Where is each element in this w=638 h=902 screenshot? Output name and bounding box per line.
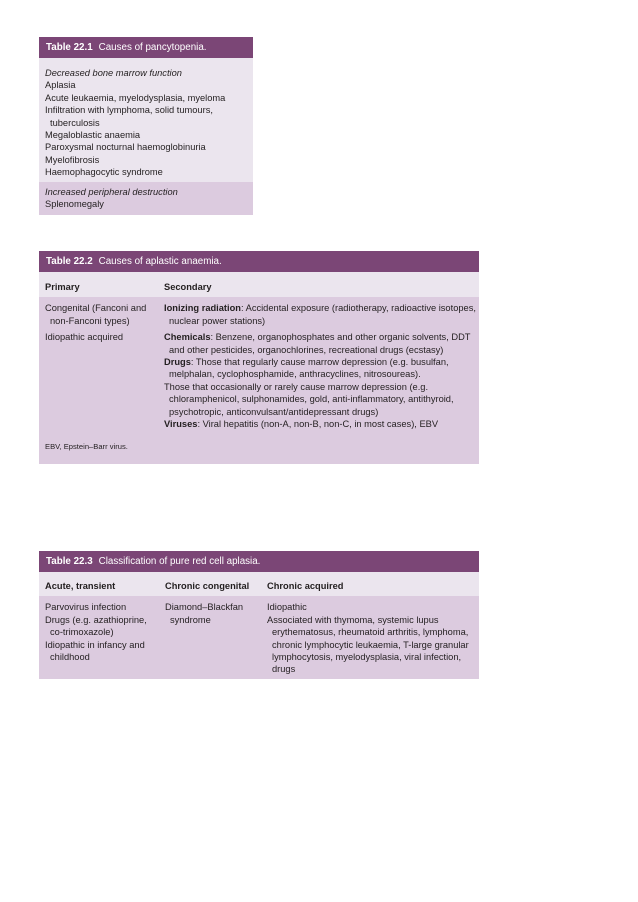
primary-cell bbox=[45, 302, 164, 327]
acquired-cell bbox=[267, 601, 469, 675]
list-item: Paroxysmal nocturnal haemoglobinuria bbox=[45, 142, 206, 153]
list-item: Acute leukaemia, myelodysplasia, myeloma bbox=[45, 92, 226, 103]
cell-line: co-trimoxazole) bbox=[50, 627, 114, 638]
cell-line: drugs bbox=[272, 664, 296, 675]
column-header-acquired: Chronic acquired bbox=[267, 581, 344, 591]
column-header-congenital: Chronic congenital bbox=[165, 581, 250, 591]
acute-cell bbox=[45, 601, 165, 675]
secondary-cell bbox=[164, 331, 470, 430]
column-header-secondary: Secondary bbox=[164, 282, 212, 292]
cell-line: melphalan, cyclophosphamide, anthracyclines, nitrosoureas). bbox=[169, 369, 421, 380]
term-viruses: Viruses bbox=[164, 419, 198, 430]
table-body bbox=[39, 297, 479, 463]
list-item: Haemophagocytic syndrome bbox=[45, 167, 163, 178]
cell-line: and other pesticides, organochlorines, recreational drugs (ecstasy) bbox=[169, 344, 444, 355]
section-peripheral bbox=[39, 182, 253, 216]
list-item: Myelofibrosis bbox=[45, 154, 100, 165]
table-label: Table 22.2 bbox=[46, 256, 93, 267]
table-22-1 bbox=[39, 37, 253, 215]
primary-cell bbox=[45, 331, 164, 430]
term-description: : Accidental exposure (radiotherapy, radioactive isotopes, bbox=[240, 303, 476, 314]
section-bone-marrow bbox=[39, 58, 253, 182]
cell-line: chronic lymphocytic leukaemia, T-large granular bbox=[272, 639, 469, 650]
table-row bbox=[39, 596, 479, 678]
cell-line: Diamond–Blackfan bbox=[165, 602, 244, 613]
cell-line: Drugs (e.g. azathioprine, bbox=[45, 614, 147, 625]
table-footnote: EBV, Epstein–Barr virus. bbox=[45, 442, 128, 452]
column-header-primary: Primary bbox=[45, 282, 80, 292]
cell-line: Congenital (Fanconi and bbox=[45, 303, 147, 314]
term-description: : Benzene, organophosphates and other organic solvents, DDT bbox=[210, 332, 471, 343]
table-row bbox=[45, 331, 473, 430]
table-label: Table 22.3 bbox=[46, 556, 93, 567]
column-header-acute: Acute, transient bbox=[45, 581, 116, 591]
list-item: tuberculosis bbox=[50, 117, 100, 128]
cell-line: Associated with thymoma, systemic lupus bbox=[267, 614, 439, 625]
congenital-cell bbox=[165, 601, 267, 675]
cell-line: erythematosus, rheumatoid arthritis, lymphoma, bbox=[272, 627, 469, 638]
cell-line: nuclear power stations) bbox=[169, 315, 266, 326]
table-22-2 bbox=[39, 251, 479, 464]
table-caption: Causes of aplastic anaemia. bbox=[98, 256, 222, 267]
table-caption: Classification of pure red cell aplasia. bbox=[98, 556, 261, 567]
table-caption: Causes of pancytopenia. bbox=[98, 42, 207, 53]
term-description: : Those that regularly cause marrow depression (e.g. busulfan, bbox=[190, 357, 449, 368]
cell-line: chloramphenicol, sulphonamides, gold, anti-inflammatory, antithyroid, bbox=[169, 394, 454, 405]
cell-line: Parvovirus infection bbox=[45, 602, 127, 613]
header-row bbox=[39, 572, 479, 596]
cell-line: Idiopathic acquired bbox=[45, 332, 124, 343]
section-heading: Decreased bone marrow function bbox=[45, 68, 182, 78]
table-label: Table 22.1 bbox=[46, 42, 93, 53]
list-item: Megaloblastic anaemia bbox=[45, 130, 141, 141]
cell-line: syndrome bbox=[170, 614, 211, 625]
header-row bbox=[39, 272, 479, 297]
section-heading: Increased peripheral destruction bbox=[45, 186, 178, 197]
cell-line: non-Fanconi types) bbox=[50, 315, 130, 326]
table-title-bar bbox=[39, 37, 253, 58]
list-item: Splenomegaly bbox=[45, 199, 104, 210]
secondary-cell bbox=[164, 302, 476, 327]
list-item: Aplasia bbox=[45, 80, 76, 91]
term-description: : Viral hepatitis (non-A, non-B, non-C, in most cases), EBV bbox=[197, 419, 439, 430]
cell-line: Those that occasionally or rarely cause marrow depression (e.g. bbox=[164, 381, 429, 392]
table-row bbox=[45, 302, 476, 327]
cell-line: childhood bbox=[50, 652, 90, 663]
cell-line: Idiopathic bbox=[267, 602, 307, 613]
term-chemicals: Chemicals bbox=[164, 332, 211, 343]
cell-line: lymphocytosis, myelodysplasia, viral infection, bbox=[272, 652, 462, 663]
cell-line: Idiopathic in infancy and bbox=[45, 639, 145, 650]
table-title-bar bbox=[39, 551, 479, 572]
table-22-3 bbox=[39, 551, 479, 679]
term-ionizing-radiation: Ionizing radiation bbox=[164, 303, 241, 314]
list-item: Infiltration with lymphoma, solid tumours, bbox=[45, 105, 213, 116]
term-drugs: Drugs bbox=[164, 357, 191, 368]
cell-line: psychotropic, anticonvulsant/antidepressant drugs) bbox=[169, 406, 379, 417]
table-title-bar bbox=[39, 251, 479, 272]
